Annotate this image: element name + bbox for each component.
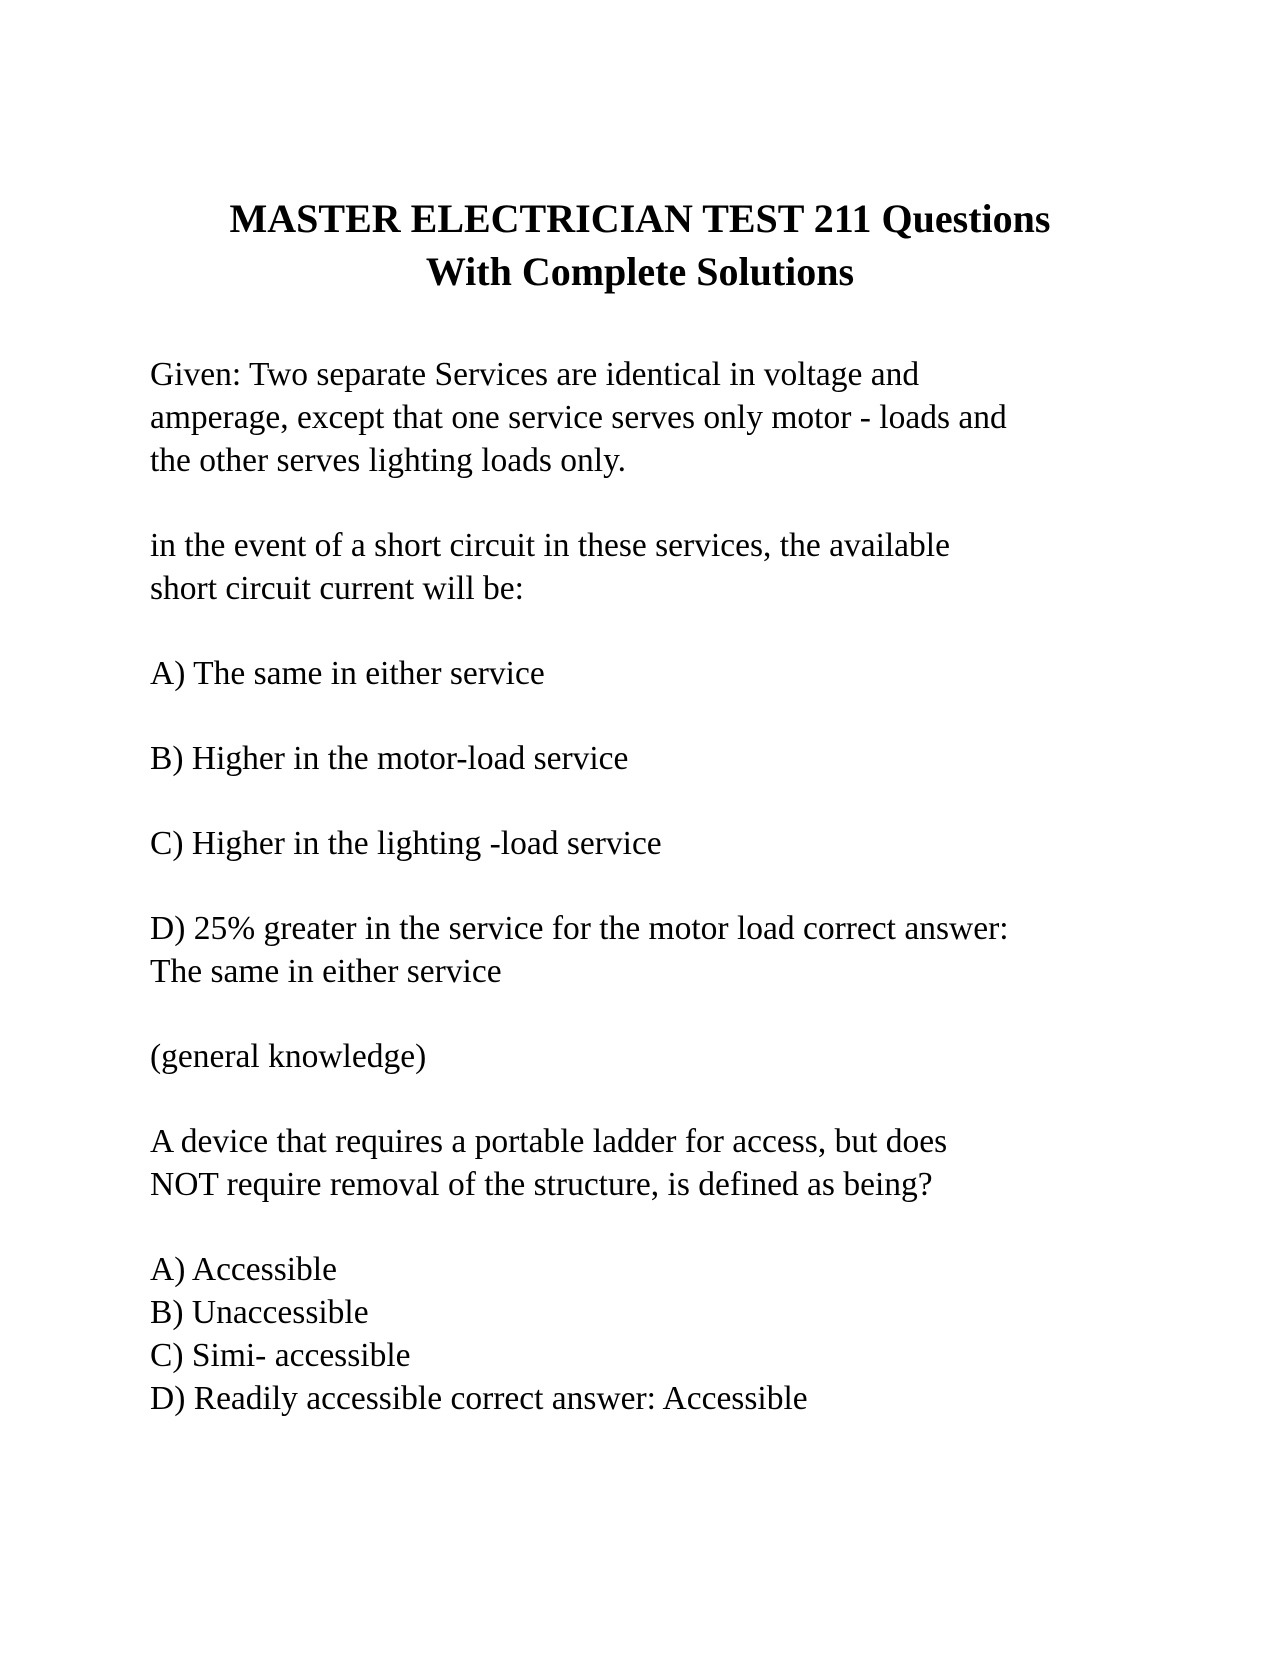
option-d-line-2: The same in either service bbox=[150, 953, 502, 990]
question-1 bbox=[150, 353, 1150, 1078]
document-title bbox=[120, 192, 1160, 298]
question-1-option-b: B) Higher in the motor-load service bbox=[150, 740, 629, 777]
question-1-note: (general knowledge) bbox=[150, 1038, 427, 1075]
question-2 bbox=[150, 1120, 1150, 1420]
question-1-option-c: C) Higher in the lighting -load service bbox=[150, 825, 662, 862]
option-d-line-1: D) 25% greater in the service for the motor load correct answer: bbox=[150, 910, 1009, 947]
given-line-1: Given: Two separate Services are identical in voltage and bbox=[150, 356, 920, 393]
question-1-stem bbox=[150, 524, 1150, 610]
document-body bbox=[150, 353, 1150, 1420]
given-line-2: amperage, except that one service serves only motor - loads and bbox=[150, 399, 1007, 436]
question-2-stem bbox=[150, 1120, 1150, 1206]
question-2-option-d: D) Readily accessible correct answer: Accessible bbox=[150, 1380, 808, 1417]
stem-line-1: in the event of a short circuit in these services, the available bbox=[150, 527, 950, 564]
stem-line-2: short circuit current will be: bbox=[150, 570, 524, 607]
question-1-option-d bbox=[150, 907, 1150, 993]
question-2-option-a: A) Accessible bbox=[150, 1251, 337, 1288]
question-2-options bbox=[150, 1248, 1150, 1420]
question-2-option-c: C) Simi- accessible bbox=[150, 1337, 411, 1374]
given-line-3: the other serves lighting loads only. bbox=[150, 442, 627, 479]
title-line-2: With Complete Solutions bbox=[425, 249, 855, 294]
title-line-1: MASTER ELECTRICIAN TEST 211 Questions bbox=[229, 196, 1051, 241]
q2-stem-line-1: A device that requires a portable ladder for access, but does bbox=[150, 1123, 948, 1160]
q2-stem-line-2: NOT require removal of the structure, is defined as being? bbox=[150, 1166, 933, 1203]
question-2-option-b: B) Unaccessible bbox=[150, 1294, 369, 1331]
question-1-given bbox=[150, 353, 1150, 482]
question-1-option-a: A) The same in either service bbox=[150, 655, 545, 692]
